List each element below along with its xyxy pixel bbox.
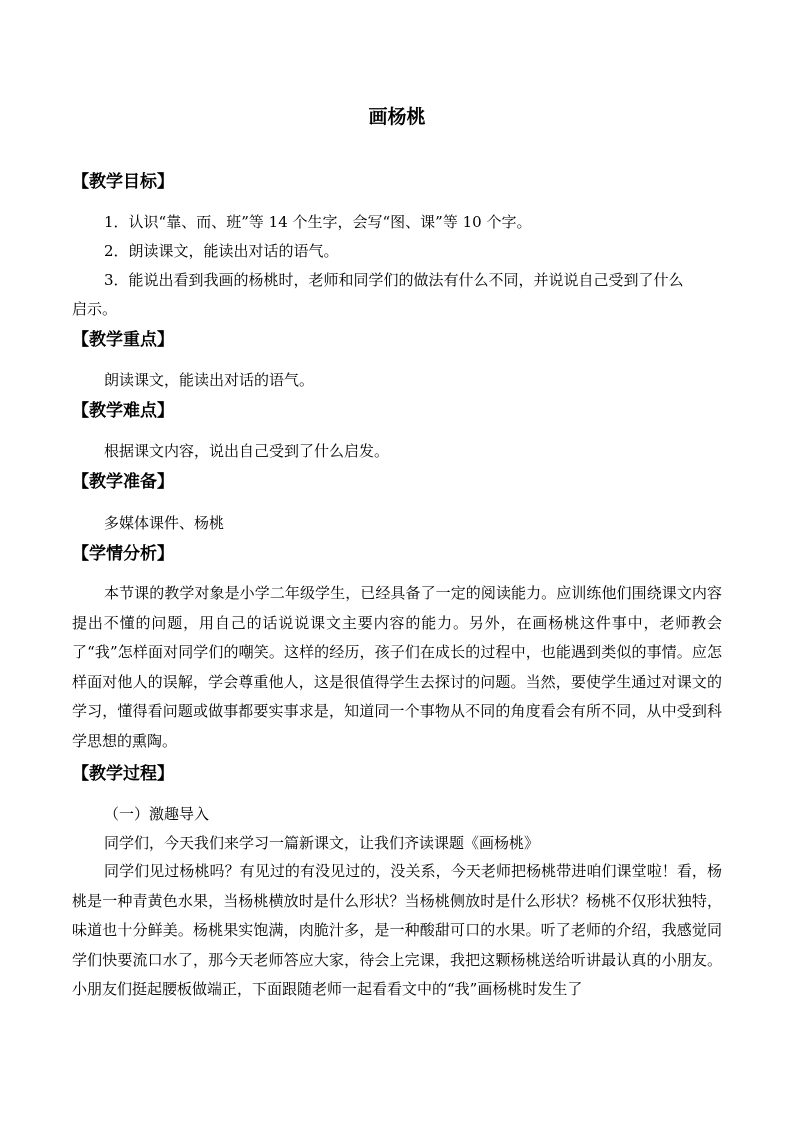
goal-item-3-continued: 启示。	[72, 300, 118, 318]
document-title: 画杨桃	[368, 106, 426, 128]
goal-item-2: 2．朗读课文，能读出对话的语气。	[104, 242, 339, 260]
heading-teaching-goals: 【教学目标】	[72, 172, 174, 192]
process-subheading: （一）激趣导入	[104, 805, 210, 823]
process-intro-line: 同学们，今天我们来学习一篇新课文，让我们齐读课题《画杨桃》	[104, 834, 540, 852]
difficulties-text: 根据课文内容，说出自己受到了什么启发。	[104, 442, 390, 460]
heading-key-points: 【教学重点】	[72, 330, 174, 350]
heading-preparation: 【教学准备】	[72, 472, 174, 492]
goal-item-3: 3．能说出看到我画的杨桃时，老师和同学们的做法有什么不同，并说说自己受到了什么	[104, 271, 684, 289]
heading-difficulties: 【教学难点】	[72, 401, 174, 421]
heading-process: 【教学过程】	[72, 764, 174, 784]
key-points-text: 朗读课文，能读出对话的语气。	[104, 371, 315, 389]
preparation-text: 多媒体课件、杨桃	[104, 514, 225, 532]
heading-analysis: 【学情分析】	[72, 544, 174, 564]
analysis-paragraph: 本节课的教学对象是小学二年级学生，已经具备了一定的阅读能力。应训练他们围绕课文内容提出不懂的问题，用自己的话说说课文主要内容的能力。另外，在画杨桃这件事中，老师教会了“我”怎样面对同学们的嘲笑。这样的经历，孩子们在成长的过程中，也能遇到类似的事情。应怎样面对他人的误解，学会尊重他人，这是很值得学生去探讨的问题。当然，要使学生通过对课文的学习，懂得看问题或做事都要实事求是，知道同一个事物从不同的角度看会有所不同，从中受到科学思想的熏陶。	[72, 584, 722, 750]
goal-item-1: 1．认识“靠、而、班”等 14 个生字，会写“图、课”等 10 个字。	[104, 213, 532, 231]
process-paragraph: 同学们见过杨桃吗？有见过的有没见过的，没关系，今天老师把杨桃带进咱们课堂啦！看，杨桃是一种青黄色水果，当杨桃横放时是什么形状？当杨桃侧放时是什么形状？杨桃不仅形状独特，味道也十分鲜美。杨桃果实饱满，肉脆汁多，是一种酸甜可口的水果。听了老师的介绍，我感觉同学们快要流口水了，那今天老师答应大家，待会上完课，我把这颗杨桃送给听讲最认真的小朋友。小朋友们挺起腰板做端正，下面跟随老师一起看看文中的“我”画杨桃时发生了	[72, 862, 722, 998]
